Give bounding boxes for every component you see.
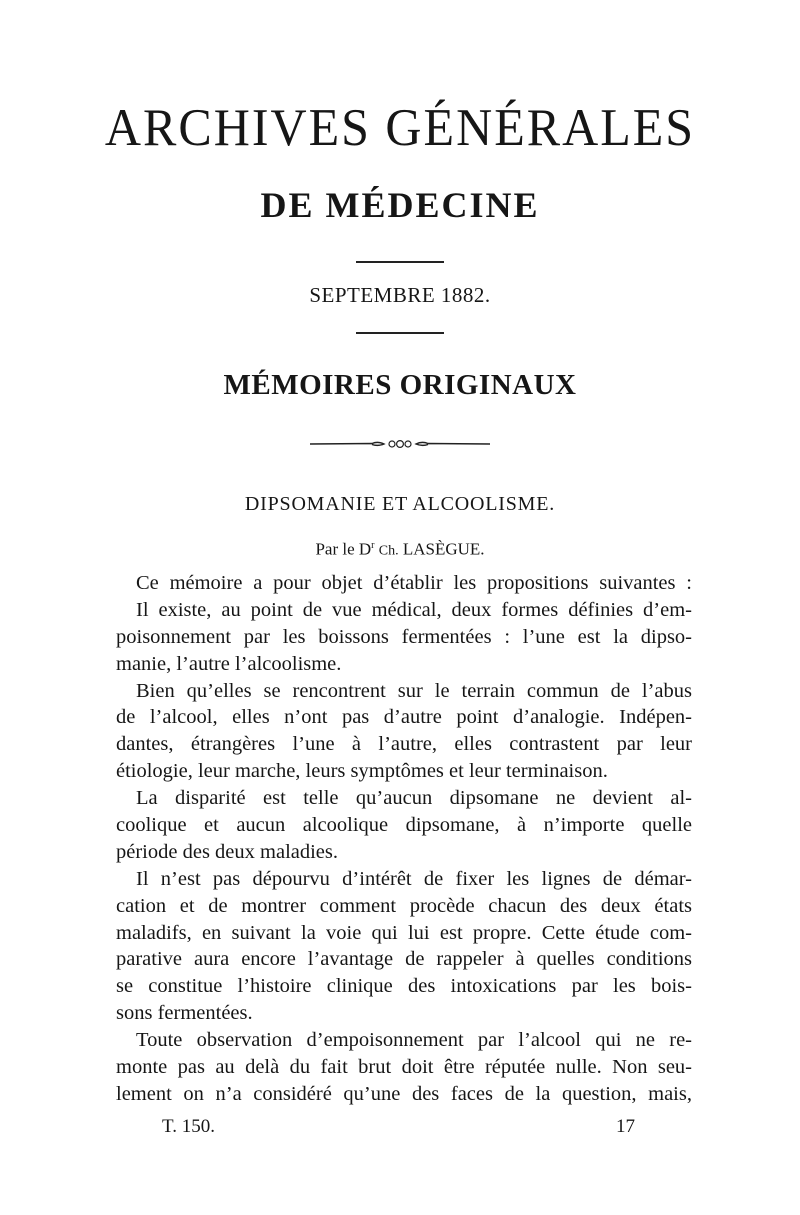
article-author <box>0 534 800 564</box>
body-line: monte pas au delà du fait brut doit être réputée nulle. Non seu- <box>116 1056 692 1079</box>
body-line: manie, l’autre l’alcoolisme. <box>116 652 342 675</box>
body-line: lement on n’a considéré qu’une des faces de la question, mais, <box>116 1082 692 1105</box>
body-line: Il n’est pas dépourvu d’intérêt de fixer les lignes de démar- <box>136 867 692 890</box>
volume-number: T. 150. <box>162 1116 215 1137</box>
body-line: se constitue l’histoire clinique des intoxications par les bois- <box>116 975 692 998</box>
body-line: coolique et aucun alcoolique dipsomane, à n’importe quelle <box>116 814 692 837</box>
page-number: 17 <box>616 1116 635 1137</box>
section-heading: MÉMOIRES ORIGINAUX <box>223 369 577 401</box>
body-line: La disparité est telle qu’aucun dipsomane ne devient al- <box>136 787 692 810</box>
journal-title: ARCHIVES GÉNÉRALES <box>104 97 696 157</box>
body-line: Il existe, au point de vue médical, deux formes définies d’em- <box>136 598 692 621</box>
journal-subtitle: DE MÉDECINE <box>260 185 540 225</box>
article-body <box>116 570 692 1108</box>
body-line: étiologie, leur marche, leurs symptômes et leur terminaison. <box>116 760 608 783</box>
author-prefix-superscript: r <box>371 540 375 551</box>
body-line: parative aura encore l’avantage de rappeler à quelles conditions <box>116 948 692 971</box>
body-line: Toute observation d’empoisonnement par l’alcool qui ne re- <box>136 1029 692 1052</box>
body-line: de l’alcool, elles n’ont pas d’autre point d’analogie. Indépen- <box>116 706 692 729</box>
body-line: Ce mémoire a pour objet d’établir les propositions suivantes : <box>136 572 692 594</box>
body-line: maladifs, en suivant la voie qui lui est propre. Cette étude com- <box>116 921 692 944</box>
body-line: cation et de montrer comment procède chacun des deux états <box>116 894 692 917</box>
article-title: DIPSOMANIE ET ALCOOLISME. <box>244 493 556 515</box>
divider-rule-top <box>356 261 444 263</box>
divider-rule-bottom <box>356 332 444 334</box>
author-initials: Ch. <box>378 543 399 559</box>
issue-date: SEPTEMBRE 1882. <box>309 283 491 307</box>
body-line: Bien qu’elles se rencontrent sur le terrain commun de l’abus <box>136 679 692 702</box>
body-line: poisonnement par les boissons fermentées : l’une est la dipso- <box>116 625 692 648</box>
body-line: sons fermentées. <box>116 1002 253 1025</box>
body-line: période des deux maladies. <box>116 840 339 863</box>
body-line: dantes, étrangères l’une à l’autre, elles contrastent par leur <box>116 733 692 756</box>
author-prefix: Par le D <box>315 539 372 559</box>
ornament-divider <box>310 437 490 451</box>
author-name: LASÈGUE. <box>402 539 485 559</box>
